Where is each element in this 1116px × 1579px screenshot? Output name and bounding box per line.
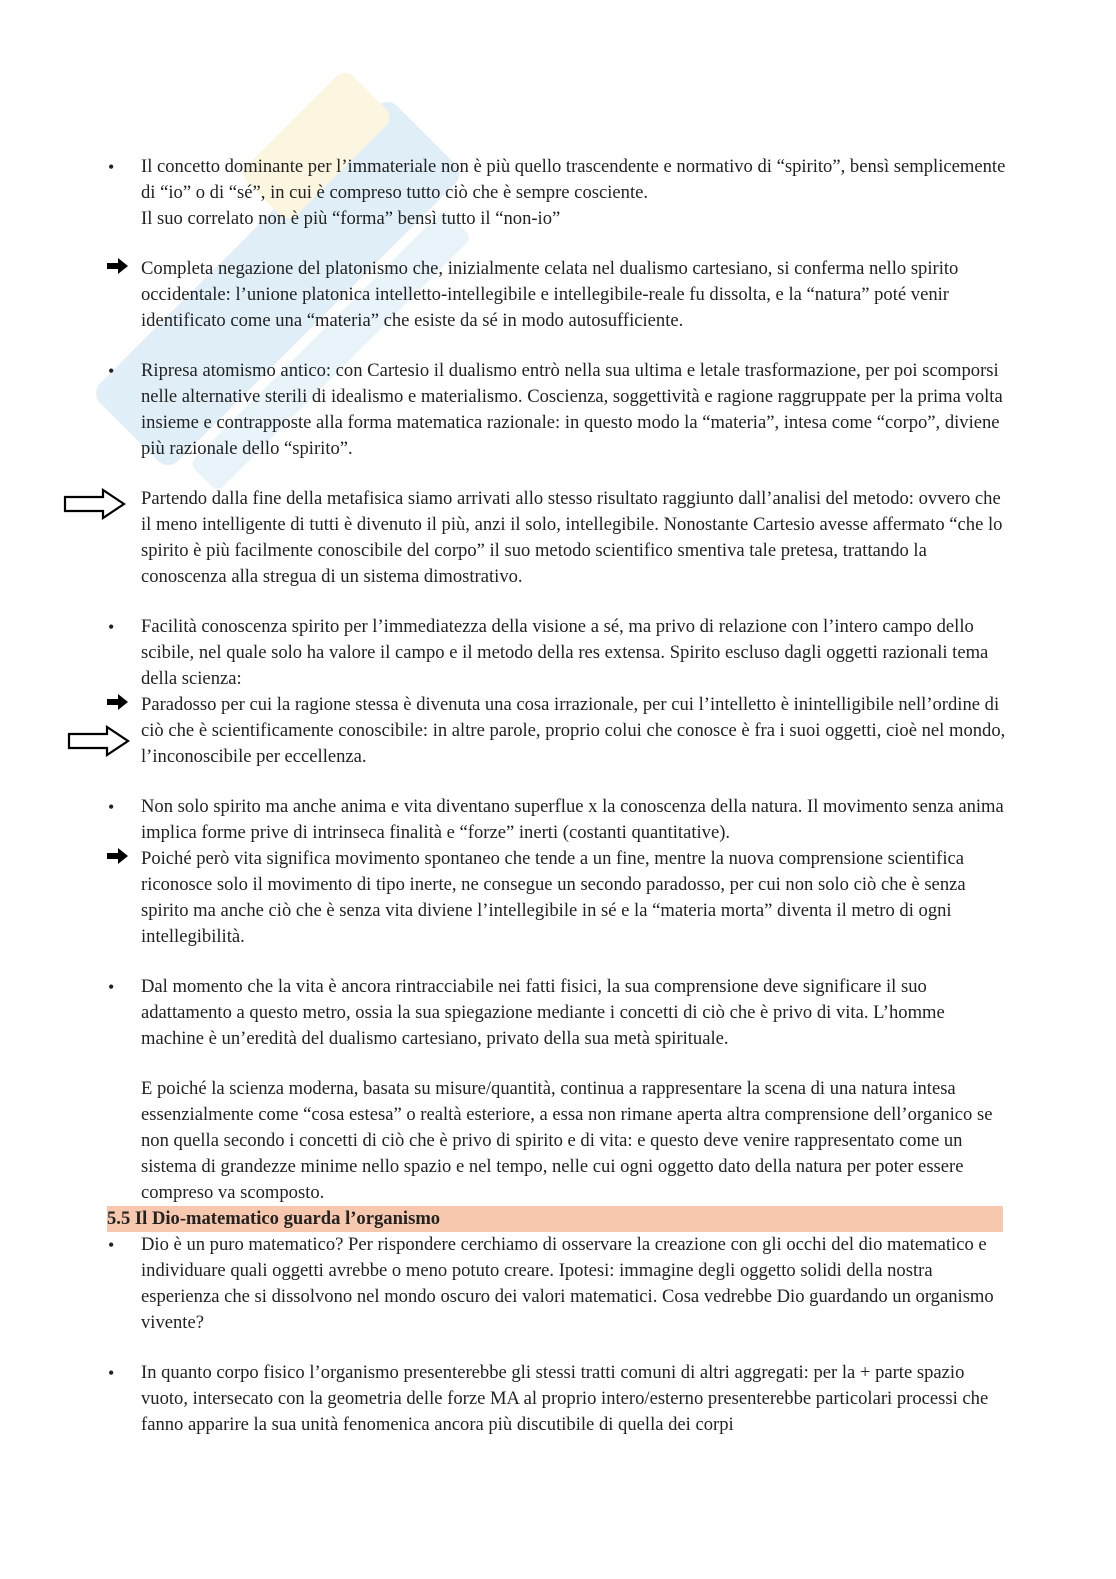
paragraph-line: Paradosso per cui la ragione stessa è divenuta una cosa irrazionale, per cui l’intelletto è inintelligibile nell’ordine di ciò che è scientificamente conoscibile: in altre parole, proprio colui che conosce è fra i suoi oggetti, cioè nel mondo, l’inconoscibile per eccellenza. bbox=[141, 694, 1006, 767]
arrow-right-icon bbox=[107, 846, 133, 872]
hollow-arrow-icon bbox=[63, 488, 127, 520]
section-heading: 5.5 Il Dio-matematico guarda l’organismo bbox=[107, 1206, 1003, 1232]
paragraph-line: Il suo correlato non è più “forma” bensì tutto il “non-io” bbox=[141, 208, 561, 229]
paragraph-line: Dio è un puro matematico? Per rispondere cerchiamo di osservare la creazione con gli occhi del dio matematico e individuare quali oggetti avrebbe o meno potuto creare. Ipotesi: immagine degli oggetto solidi della nostra esperienza che si dissolvono nel mondo oscuro dei valori matematici. Cosa vedrebbe Dio guardando un organismo vivente? bbox=[141, 1234, 994, 1333]
list-item bbox=[107, 1232, 1007, 1336]
bullet-icon: • bbox=[108, 617, 115, 637]
bullet-icon: • bbox=[108, 977, 115, 997]
paragraph-line: Facilità conoscenza spirito per l’immediatezza della visione a sé, ma privo di relazione con l’intero campo dello scibile, nel quale solo ha valore il campo e il metodo della res extensa. Spirito escluso dagli oggetti razionali tema della scienza: bbox=[141, 616, 989, 689]
paragraph-line: Completa negazione del platonismo che, inizialmente celata nel dualismo cartesiano, si conferma nello spirito occidentale: l’unione platonica intelletto-intellegibile e intellegibile-reale fu dissolta, e la “natura” poté venir identificato come una “materia” che esiste da sé in modo autosufficiente. bbox=[141, 258, 959, 331]
list-item bbox=[107, 1076, 1007, 1206]
bullet-icon: • bbox=[108, 1235, 115, 1255]
bullet-icon: • bbox=[108, 157, 115, 177]
paragraph-line: Ripresa atomismo antico: con Cartesio il dualismo entrò nella sua ultima e letale trasformazione, per poi scomporsi nelle alternative sterili di idealismo e materialismo. Coscienza, soggettività e ragione raggruppate per la prima volta insieme e contrapposte alla forma matematica razionale: in questo modo la “materia”, intesa come “corpo”, diviene più razionale dello “spirito”. bbox=[141, 360, 1003, 459]
paragraph-line: Poiché però vita significa movimento spontaneo che tende a un fine, mentre la nuova comprensione scientifica riconosce solo il movimento di tipo inerte, ne consegue un secondo paradosso, per cui non solo ciò che è senza spirito ma anche ciò che è senza vita diviene l’intellegibile in sé e la “materia morta” diventa il metro di ogni intellegibilità. bbox=[141, 848, 966, 947]
list-item bbox=[107, 358, 1007, 462]
paragraph-line: Dal momento che la vita è ancora rintracciabile nei fatti fisici, la sua comprensione deve significare il suo adattamento a questo metro, ossia la sua spiegazione mediante i concetti di ciò che è privo di vita. L’homme machine è un’eredità del dualismo cartesiano, privato della sua metà spirituale. bbox=[141, 976, 945, 1049]
hollow-arrow-icon bbox=[67, 725, 131, 757]
list-item bbox=[107, 614, 1007, 692]
arrow-right-icon bbox=[107, 692, 133, 718]
bullet-icon: • bbox=[108, 1363, 115, 1383]
document-body bbox=[107, 154, 1007, 1438]
list-item bbox=[107, 154, 1007, 232]
list-item bbox=[107, 974, 1007, 1052]
list-item bbox=[107, 794, 1007, 846]
list-item bbox=[107, 846, 1007, 950]
paragraph-line: Non solo spirito ma anche anima e vita diventano superflue x la conoscenza della natura. Il movimento senza anima implica forme prive di intrinseca finalità e “forze” inerti (costanti quantitative). bbox=[141, 796, 1004, 843]
list-item bbox=[107, 692, 1007, 770]
bullet-icon: • bbox=[108, 797, 115, 817]
paragraph-line: E poiché la scienza moderna, basata su misure/quantità, continua a rappresentare la scena di una natura intesa essenzialmente come “cosa estesa” o realtà esteriore, a essa non rimane aperta altra comprensione dell’organico se non quella secondo i concetti di ciò che è privo di spirito e di vita: e questo deve venire rappresentato come un sistema di grandezze minime nello spazio e nel tempo, nelle cui ogni oggetto dato della natura per poter essere compreso va scomposto. bbox=[141, 1078, 993, 1203]
paragraph-line: Il concetto dominante per l’immateriale non è più quello trascendente e normativo di “spirito”, bensì semplicemente di “io” o di “sé”, in cui è compreso tutto ciò che è sempre cosciente. bbox=[141, 156, 1006, 203]
list-item bbox=[107, 1360, 1007, 1438]
list-item bbox=[107, 256, 1007, 334]
list-item bbox=[107, 486, 1007, 590]
paragraph-line: Partendo dalla fine della metafisica siamo arrivati allo stesso risultato raggiunto dall’analisi del metodo: ovvero che il meno intelligente di tutti è divenuto il più, anzi il solo, intellegibile. Nonostante Cartesio avesse affermato “che lo spirito è più facilmente conoscibile del corpo” il suo metodo scientifico smentiva tale pretesa, trattando la conoscenza alla stregua di un sistema dimostrativo. bbox=[141, 488, 1003, 587]
paragraph-line: In quanto corpo fisico l’organismo presenterebbe gli stessi tratti comuni di altri aggregati: per la + parte spazio vuoto, intersecato con la geometria delle forze MA al proprio intero/esterno presenterebbe particolari processi che fanno apparire la sua unità fenomenica ancora più discutibile di quella dei corpi bbox=[141, 1362, 989, 1435]
arrow-right-icon bbox=[107, 256, 133, 282]
bullet-icon: • bbox=[108, 361, 115, 381]
